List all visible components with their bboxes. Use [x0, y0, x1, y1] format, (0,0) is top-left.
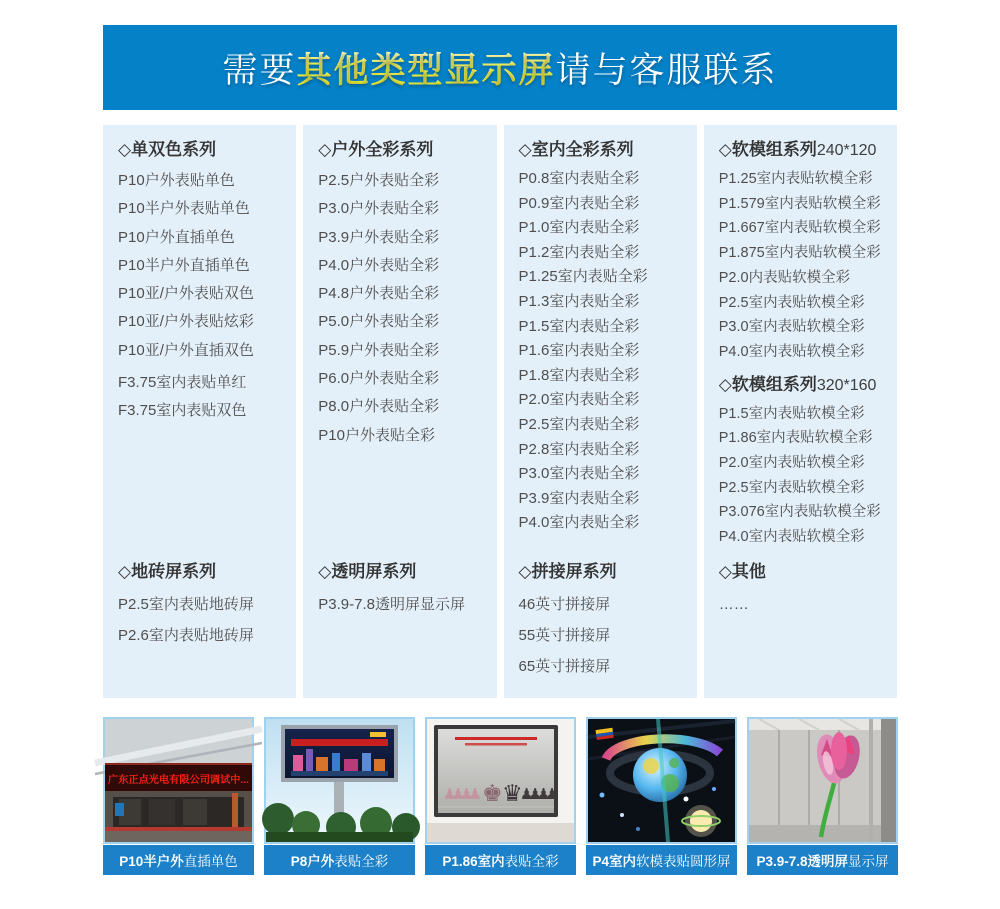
product-item: P10亚/户外直插双色	[118, 341, 254, 359]
card-title	[519, 137, 691, 163]
product-item: P0.9室内表贴全彩	[518, 194, 640, 212]
caption-bold: P10半户外	[119, 854, 184, 869]
product-item: P3.9-7.8透明屏显示屏	[318, 596, 465, 613]
product-list	[719, 589, 891, 620]
product-item: P10户外表贴全彩	[318, 426, 435, 444]
card-dual-color-series	[103, 125, 296, 550]
product-list	[318, 589, 490, 620]
card-title-suffix: 240*120	[816, 142, 877, 159]
card-title	[118, 137, 290, 163]
product-list	[719, 402, 891, 550]
product-list	[118, 369, 290, 426]
card-floor-tile-series	[103, 547, 296, 698]
card-other-series	[704, 547, 897, 698]
banner-highlight: 其他类型显示屏	[296, 43, 555, 93]
product-item: P10亚/户外表贴双色	[118, 285, 254, 303]
tulip-photo-art	[749, 719, 896, 842]
product-item: P2.5室内表贴地砖屏	[118, 596, 254, 613]
diamond-icon: ◇	[518, 140, 532, 159]
product-item: P8.0户外表贴全彩	[318, 398, 440, 416]
card-title-text: 地砖屏系列	[131, 562, 217, 581]
product-list	[519, 589, 691, 682]
gallery-caption	[747, 845, 898, 875]
product-item: P10户外表贴单色	[118, 172, 235, 189]
product-item: P5.0户外表贴全彩	[318, 313, 440, 331]
diamond-icon: ◇	[318, 140, 332, 159]
product-photo-gallery	[103, 717, 897, 875]
product-item: P2.5户外表贴全彩	[318, 172, 440, 189]
caption-rest: 显示屏	[848, 854, 889, 869]
card-transparent-series	[303, 547, 496, 698]
product-item: P10半户外直插单色	[118, 256, 250, 274]
card-indoor-fullcolor-series	[504, 125, 697, 550]
product-list	[519, 167, 691, 536]
chess-screen-photo-art	[427, 719, 574, 842]
product-item: 46英寸拼接屏	[518, 596, 611, 613]
card-title-text: 室内全彩系列	[531, 140, 634, 159]
product-item: P3.0室内表贴软模全彩	[718, 319, 865, 336]
product-item: P0.8室内表贴全彩	[518, 170, 640, 187]
product-item: P1.3室内表贴全彩	[518, 292, 640, 310]
card-title	[719, 559, 891, 585]
gallery-item-p10-semi-outdoor	[103, 717, 254, 875]
card-title-text: 户外全彩系列	[331, 140, 434, 159]
banner-suffix: 请与客服联系	[555, 50, 778, 90]
diamond-icon: ◇	[118, 140, 132, 159]
product-item: P4.0室内表贴软模全彩	[718, 529, 865, 546]
product-item: P2.6室内表贴地砖屏	[118, 627, 254, 644]
card-title	[719, 372, 891, 398]
gallery-caption	[586, 845, 737, 875]
chess-king: ♚	[482, 780, 503, 806]
product-item: 55英寸拼接屏	[518, 627, 611, 644]
product-item: P1.2室内表贴全彩	[518, 243, 640, 261]
gallery-item-transparent-screen	[747, 717, 898, 875]
card-title	[118, 559, 290, 585]
product-list	[118, 589, 290, 651]
product-item: P2.0室内表贴软模全彩	[718, 455, 865, 472]
diamond-icon: ◇	[518, 562, 532, 581]
product-item: P10亚/户外表贴炫彩	[118, 313, 254, 331]
product-item: P3.0户外表贴全彩	[318, 200, 440, 218]
caption-rest: 直插单色	[183, 854, 238, 869]
card-title	[318, 559, 490, 585]
product-list	[118, 167, 290, 365]
product-item: P1.0室内表贴全彩	[518, 219, 640, 237]
product-item: P3.076室内表贴软模全彩	[718, 504, 881, 521]
product-list	[318, 167, 490, 450]
gallery-item-p4-round-screen	[586, 717, 737, 875]
card-title	[318, 137, 490, 163]
product-item: P2.5室内表贴软模全彩	[718, 294, 865, 311]
product-item: P3.9室内表贴全彩	[518, 489, 640, 507]
product-item: P4.0室内表贴软模全彩	[718, 343, 865, 360]
product-item: 65英寸拼接屏	[518, 658, 611, 675]
diamond-icon: ◇	[318, 562, 332, 581]
photo-building-led-strip	[103, 717, 254, 844]
product-item: F3.75室内表贴单红	[118, 374, 247, 392]
product-item: P1.875室内表贴软模全彩	[718, 245, 881, 262]
product-item: P4.0户外表贴全彩	[318, 256, 440, 274]
product-item: P4.8户外表贴全彩	[318, 285, 440, 303]
product-item: P2.8室内表贴全彩	[518, 440, 640, 458]
product-item: P1.25室内表贴全彩	[518, 268, 648, 286]
caption-bold: P1.86室内	[442, 854, 505, 869]
caption-rest: 表贴全彩	[334, 854, 389, 869]
led-marquee-text: 广东正点光电有限公司调试中...	[108, 775, 247, 786]
caption-bold: P4室内	[592, 854, 636, 869]
product-item: P1.86室内表贴软模全彩	[718, 430, 873, 447]
billboard-photo-art	[266, 719, 413, 842]
card-title-suffix: 320*160	[816, 376, 877, 394]
card-title-text: 拼接屏系列	[531, 562, 617, 581]
caption-bold: P3.9-7.8透明屏	[756, 854, 849, 869]
diamond-icon: ◇	[718, 562, 732, 581]
contact-banner	[103, 25, 897, 110]
product-item: ……	[718, 596, 749, 613]
product-item: P2.0室内表贴全彩	[518, 391, 640, 409]
product-item: P3.9户外表贴全彩	[318, 228, 440, 246]
card-title	[719, 137, 891, 163]
diamond-icon: ◇	[718, 140, 732, 159]
photo-indoor-chess-screen	[425, 717, 576, 844]
caption-rest: 表贴全彩	[504, 854, 559, 869]
gallery-caption	[103, 845, 254, 875]
product-item: P5.9户外表贴全彩	[318, 341, 440, 359]
product-item: P4.0室内表贴全彩	[518, 514, 640, 532]
gallery-caption	[264, 845, 415, 875]
chess-queen: ♛	[502, 780, 523, 806]
photo-transparent-tulip-screen	[747, 717, 898, 844]
product-item: P6.0户外表贴全彩	[318, 370, 440, 388]
product-item: P10半户外表贴单色	[118, 200, 250, 218]
series-grid-row1	[103, 125, 897, 546]
product-item: P1.579室内表贴软模全彩	[718, 195, 881, 212]
card-title-text: 其他	[731, 562, 766, 581]
card-title-text: 单双色系列	[131, 140, 217, 159]
card-title-text: 透明屏系列	[331, 562, 417, 581]
photo-sphere-globe-screen	[586, 717, 737, 844]
caption-rest: 软模表贴圆形屏	[636, 854, 731, 869]
chess-pawns-dark: ♟♟♟♟	[520, 786, 554, 803]
product-item: P1.5室内表贴软模全彩	[718, 405, 865, 422]
diamond-icon: ◇	[118, 562, 132, 581]
card-outdoor-fullcolor-series	[303, 125, 496, 550]
globe-photo-art	[588, 719, 735, 842]
card-soft-module-series	[704, 125, 897, 550]
gallery-item-p8-outdoor	[264, 717, 415, 875]
caption-bold: P8户外	[290, 854, 335, 869]
product-item: P1.25室内表贴软模全彩	[718, 171, 873, 187]
gallery-caption	[425, 845, 576, 875]
product-item: F3.75室内表贴双色	[118, 402, 247, 420]
product-item: P1.8室内表贴全彩	[518, 366, 640, 384]
product-item: P1.6室内表贴全彩	[518, 342, 640, 360]
product-item: P2.0内表贴软模全彩	[718, 269, 851, 286]
gallery-item-p186-indoor	[425, 717, 576, 875]
product-item: P2.5室内表贴全彩	[518, 415, 640, 433]
photo-outdoor-billboard	[264, 717, 415, 844]
card-title-text: 软模组系列	[731, 374, 817, 394]
product-item: P1.667室内表贴软模全彩	[718, 220, 881, 237]
product-item: P2.5室内表贴软模全彩	[718, 479, 865, 496]
product-item: P1.5室内表贴全彩	[518, 317, 640, 335]
series-grid-row2	[103, 547, 897, 698]
card-splicing-screen-series	[504, 547, 697, 698]
card-title	[519, 559, 691, 585]
product-item: P3.0室内表贴全彩	[518, 465, 640, 483]
card-title-text: 软模组系列	[731, 140, 817, 159]
product-item: P10户外直插单色	[118, 228, 235, 246]
banner-prefix: 需要	[222, 50, 297, 90]
diamond-icon: ◇	[718, 374, 732, 394]
chess-pawns-pink: ♟♟♟♟	[443, 786, 477, 803]
building-led-photo-art	[105, 719, 252, 842]
product-list	[719, 167, 891, 365]
